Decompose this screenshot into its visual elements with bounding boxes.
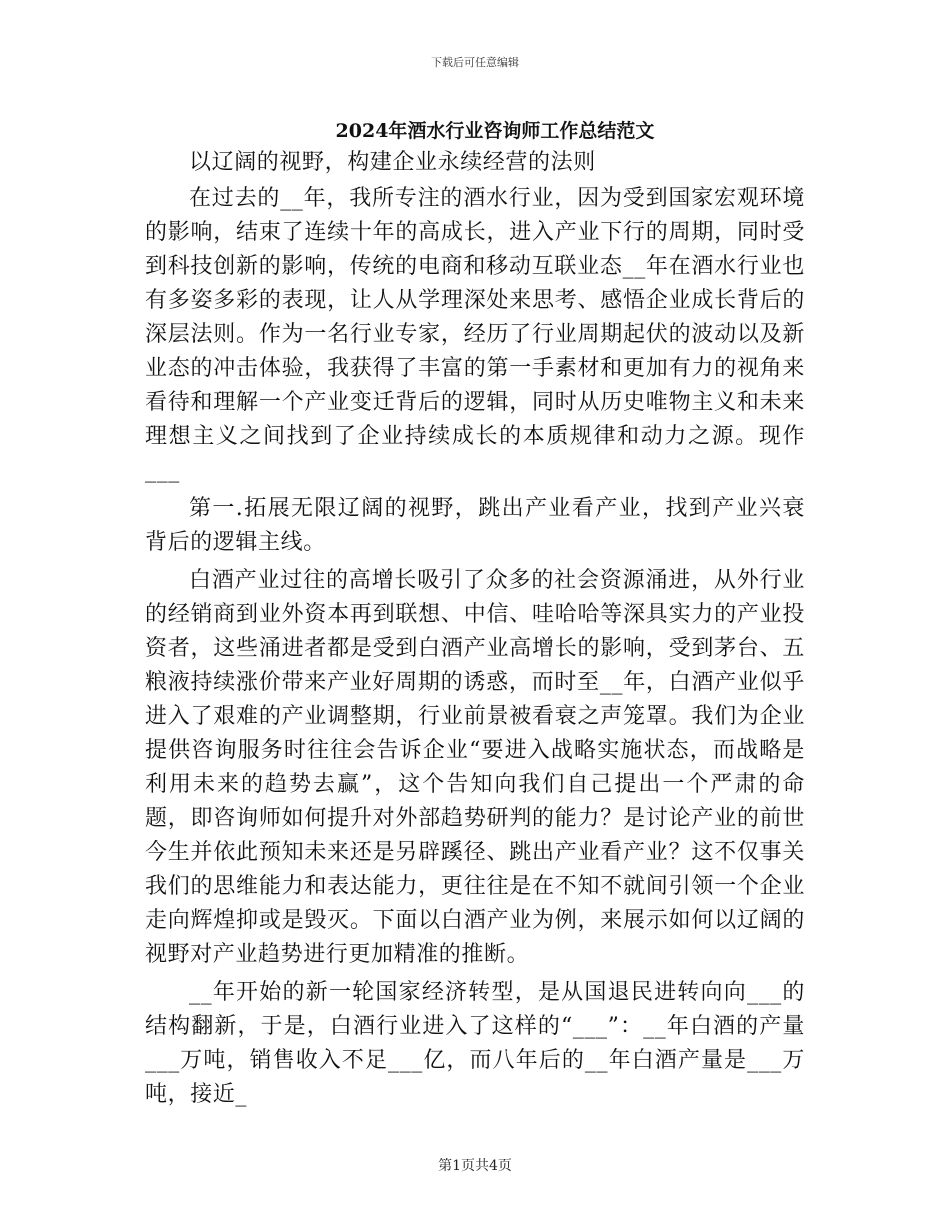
document-body: [145, 146, 805, 1114]
paragraph-economic-transition: __年开始的新一轮国家经济转型，是从国退民进转向向___的结构翻新，于是，白酒行业进入了这样的“___”：__年白酒的产量___万吨，销售收入不足___亿，而八年后的__年白酒产量是___万吨，接近_: [145, 980, 805, 1107]
page-number: 第1页共4页: [438, 1158, 512, 1174]
document-title: 2024年酒水行业咨询师工作总结范文: [335, 120, 655, 142]
paragraph-baijiu-industry: 白酒产业过往的高增长吸引了众多的社会资源涌进，从外行业的经销商到业外资本再到联想、中信、哇哈哈等深具实力的产业投资者，这些涌进者都是受到白酒产业高增长的影响，受到茅台、五粮液持续涨价带来产业好周期的诱惑，而时至__年，白酒产业似乎进入了艰难的产业调整期，行业前景被看衰之声笼罩。我们为企业提供咨询服务时往往会告诉企业“要进入战略实施状态，而战略是利用未来的趋势去赢”，这个告知向我们自己提出一个严肃的命题，即咨询师如何提升对外部趋势研判的能力？是讨论产业的前世今生并依此预知未来还是另辟蹊径、跳出产业看产业？这不仅事关我们的思维能力和表达能力，更往往是在不知不就间引领一个企业走向辉煌抑或是毁灭。下面以白酒产业为例，来展示如何以辽阔的视野对产业趋势进行更加精准的推断。: [145, 568, 805, 967]
paragraph-subtitle: 以辽阔的视野，构建企业永续经营的法则: [189, 150, 596, 175]
paragraph-intro: 在过去的__年，我所专注的酒水行业，因为受到国家宏观环境的影响，结束了连续十年的高成长，进入产业下行的周期，同时受到科技创新的影响，传统的电商和移动互联业态__年在酒水行业也有多姿多彩的表现，让人从学理深处来思考、感悟企业成长背后的深层法则。作为一名行业专家，经历了行业周期起伏的波动以及新业态的冲击体验，我获得了丰富的第一手素材和更加有力的视角来看待和理解一个产业变迁背后的逻辑，同时从历史唯物主义和未来理想主义之间找到了企业持续成长的本质规律和动力之源。现作___: [145, 186, 805, 483]
paragraph-section-one-heading: 第一.拓展无限辽阔的视野，跳出产业看产业，找到产业兴衰背后的逻辑主线。: [145, 496, 805, 555]
page-header-note: 下载后可任意编辑: [431, 56, 519, 69]
